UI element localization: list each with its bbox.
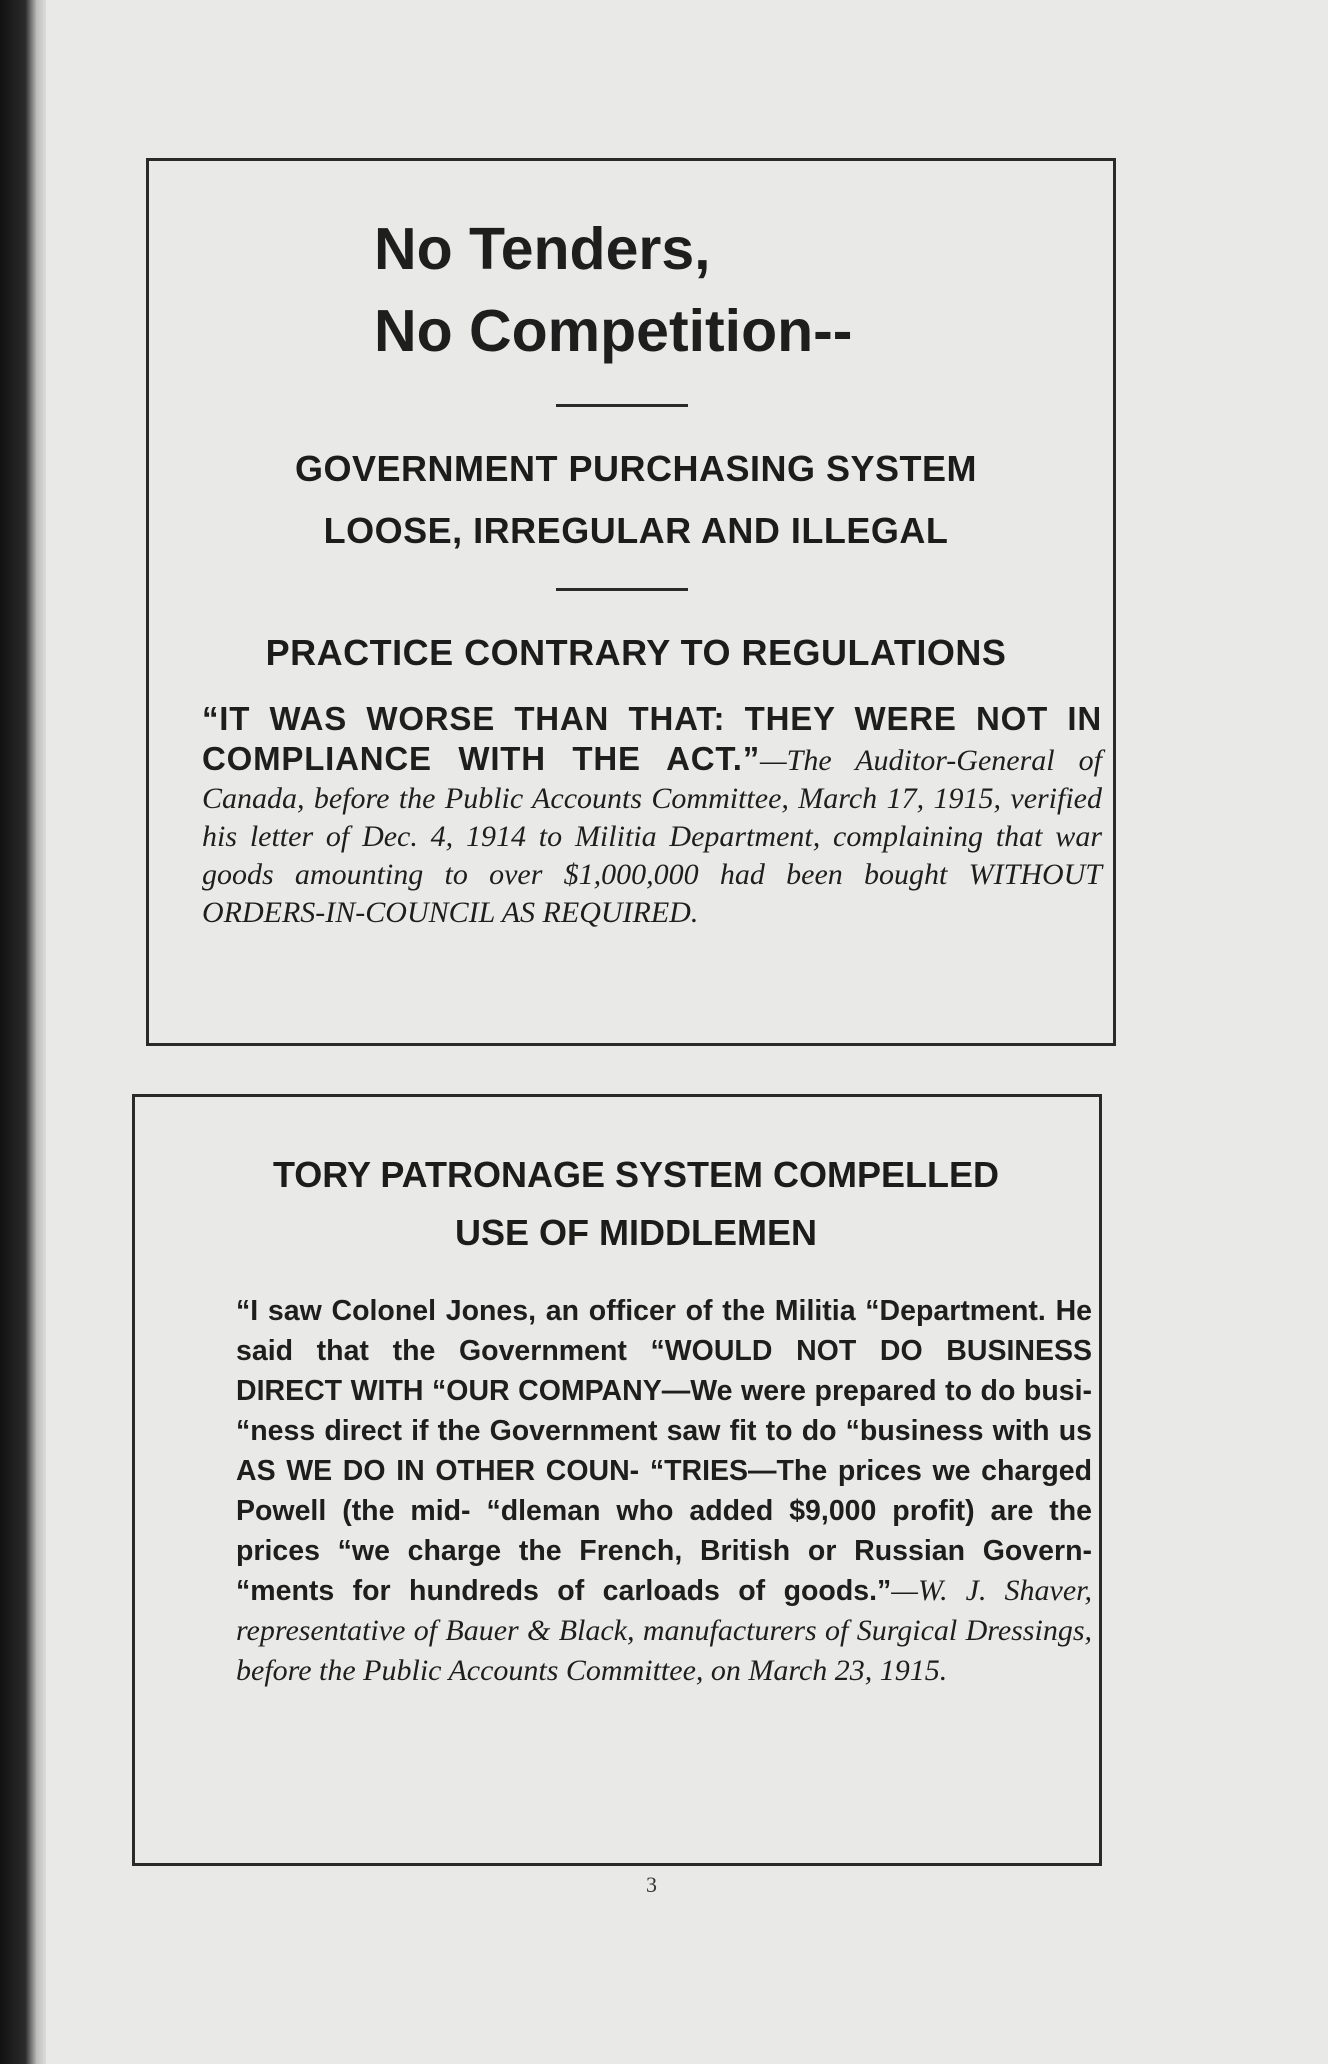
subhead-line-2: LOOSE, IRREGULAR AND ILLEGAL	[323, 510, 949, 551]
shaver-citation: —W. J. Shaver, representative of Bauer & Black, manufacturers of Surgical Dressings, before the Public Accounts Committee, on March 23, 1915.	[236, 1574, 1092, 1687]
book-binding	[0, 0, 46, 2064]
divider-rule	[556, 588, 688, 591]
title-line-1: No Tenders,	[374, 216, 711, 282]
practice-heading: PRACTICE CONTRARY TO REGULATIONS	[265, 632, 1007, 673]
purchasing-system-heading	[196, 438, 1076, 562]
page-number: 3	[646, 1872, 657, 1897]
auditor-quote-paragraph	[202, 700, 1102, 932]
shaver-quote: “I saw Colonel Jones, an officer of the Militia “Department. He said that the Government “WOULD NOT DO BUSINESS DIRECT WITH “OUR COMPANY—We were prepared to do busi- “ness direct if the Government saw fit to do “business with us AS WE DO IN OTHER COUN- “TRIES—The prices we charged Powell (the mid- “dleman who added $9,000 profit) are the prices “we charge the French, British or Russian Govern- “ments for hundreds of carloads of goods.”	[236, 1295, 1092, 1607]
page-title	[374, 208, 852, 372]
shaver-quote-paragraph	[236, 1291, 1092, 1691]
patronage-heading-line-1: TORY PATRONAGE SYSTEM COMPELLED	[272, 1154, 1000, 1195]
title-line-2: No Competition--	[374, 298, 853, 364]
auditor-quote: “IT WAS WORSE THAN THAT: THEY WERE NOT IN COMPLIANCE WITH THE ACT.”	[202, 700, 1102, 777]
patronage-heading	[196, 1146, 1076, 1262]
subhead-line-1: GOVERNMENT PURCHASING SYSTEM	[294, 448, 978, 489]
divider-rule	[556, 404, 688, 407]
auditor-citation: —The Auditor-General of Canada, before the Public Accounts Committee, March 17, 1915, verified his letter of Dec. 4, 1914 to Militia Department, complaining that war goods amounting to over $1,000,000 had been bought WITHOUT ORDERS-IN-COUNCIL AS REQUIRED.	[202, 744, 1102, 929]
patronage-heading-line-2: USE OF MIDDLEMEN	[454, 1212, 817, 1253]
